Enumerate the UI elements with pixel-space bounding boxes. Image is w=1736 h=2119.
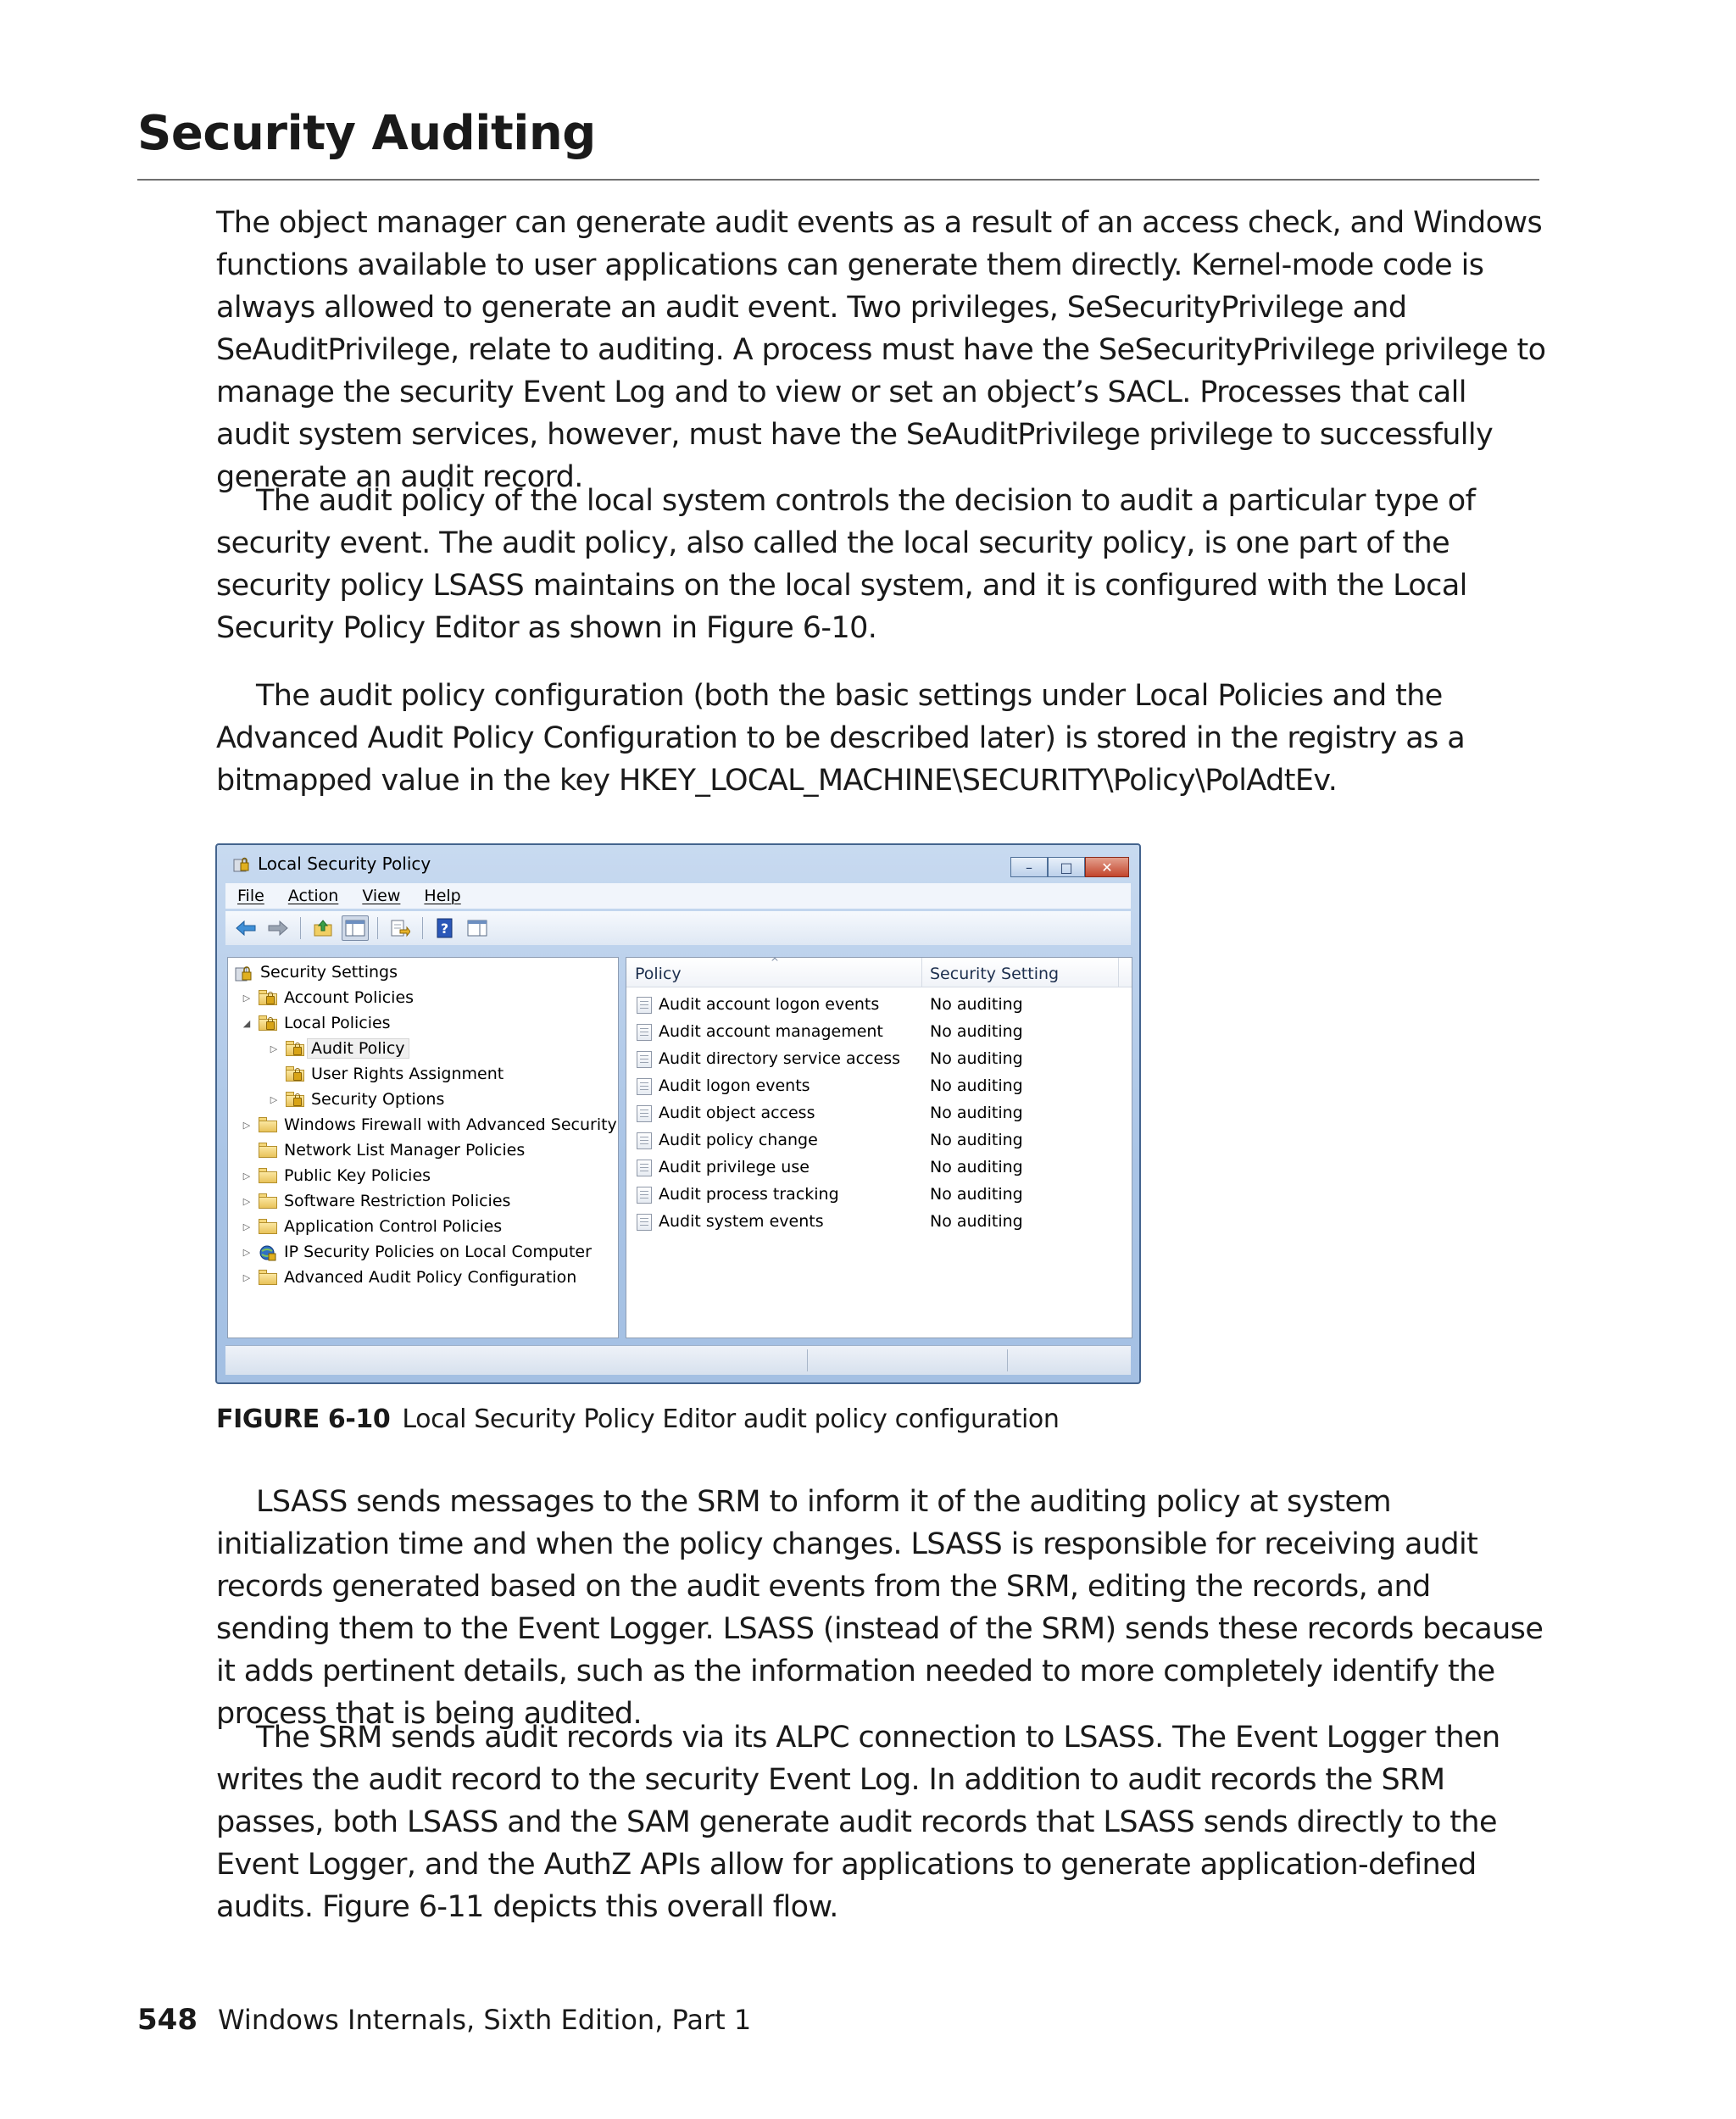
- tree-item-network-list-manager[interactable]: [259, 1137, 525, 1163]
- title-rule: [137, 179, 1539, 181]
- policy-name: Audit privilege use: [659, 1158, 810, 1176]
- help-icon: [436, 918, 454, 938]
- column-header-security-setting[interactable]: Security Setting: [930, 965, 1060, 983]
- policy-name: Audit policy change: [659, 1131, 818, 1149]
- policy-setting: No auditing: [930, 1104, 1023, 1122]
- export-list-icon: [390, 919, 410, 937]
- folder-up-icon: [313, 919, 333, 937]
- tree-item-label: Network List Manager Policies: [284, 1141, 526, 1160]
- svg-text:?: ?: [440, 920, 449, 937]
- column-header-policy[interactable]: Policy: [635, 965, 682, 983]
- locked-folder-icon: [286, 1066, 304, 1082]
- expand-arrow-icon[interactable]: ▷: [242, 1246, 251, 1258]
- expand-arrow-icon[interactable]: ▷: [242, 1170, 251, 1182]
- tree-item-application-control[interactable]: [240, 1214, 502, 1239]
- tree-item-user-rights-assignment[interactable]: [286, 1061, 504, 1087]
- column-divider[interactable]: [1118, 958, 1119, 987]
- tree-item-label: IP Security Policies on Local Computer: [284, 1243, 592, 1261]
- console-tree: [227, 957, 619, 1338]
- tree-item-account-policies[interactable]: [240, 985, 414, 1010]
- minimize-button[interactable]: [1010, 857, 1048, 877]
- help-button[interactable]: [431, 915, 459, 941]
- table-row[interactable]: [626, 1073, 1132, 1100]
- tree-item-label: Software Restriction Policies: [284, 1192, 511, 1210]
- policy-list: [626, 957, 1132, 1338]
- table-row[interactable]: [626, 1046, 1132, 1073]
- expand-arrow-icon[interactable]: ▷: [270, 1093, 278, 1105]
- policy-name: Audit object access: [659, 1104, 815, 1122]
- menu-bar: [225, 883, 1131, 909]
- close-icon: ✕: [1101, 859, 1113, 876]
- figure-label: FIGURE 6-10: [216, 1404, 391, 1434]
- ip-security-icon: [259, 1244, 277, 1260]
- folder-icon: [259, 1219, 277, 1234]
- tree-item-public-key-policies[interactable]: [240, 1163, 431, 1188]
- locked-folder-icon: [286, 1041, 304, 1056]
- maximize-icon: □: [1060, 859, 1073, 876]
- policy-name: Audit directory service access: [659, 1049, 901, 1068]
- policy-name: Audit system events: [659, 1212, 824, 1231]
- tree-item-software-restriction[interactable]: [240, 1188, 510, 1214]
- tree-item-label: Local Policies: [284, 1014, 391, 1032]
- paragraph-4: LSASS sends messages to the SRM to inform it of the auditing policy at system initialization time and when the policy changes. LSASS is responsible for receiving audit records generated based on the audit events from the SRM, editing the records, and sending them to the Event Logger. LSASS (instead of the SRM) sends these records because it adds pertinent details, such as the information needed to more completely identify the process that is being audited.: [216, 1485, 1544, 1731]
- policy-setting: No auditing: [930, 1076, 1023, 1095]
- policy-setting: No auditing: [930, 1049, 1023, 1068]
- policy-setting: No auditing: [930, 1185, 1023, 1204]
- folder-icon: [259, 1117, 277, 1132]
- window-title: Local Security Policy: [258, 854, 431, 874]
- table-row[interactable]: [626, 1209, 1132, 1236]
- policy-icon: [637, 1214, 652, 1231]
- tree-item-ip-security[interactable]: [240, 1239, 592, 1265]
- page-footer: [137, 2003, 751, 2037]
- collapse-arrow-icon[interactable]: ◢: [242, 1017, 251, 1029]
- policy-name: Audit process tracking: [659, 1185, 839, 1204]
- policy-icon: [637, 1051, 652, 1068]
- paragraph-3: The audit policy configuration (both the basic settings under Local Policies and the Advanced Audit Policy Configuration to be described later) is stored in the registry as a bitmapped value in the key HKEY_LOCAL_MACHINE\SECURITY\Policy\PolAdtEv.: [216, 679, 1466, 798]
- back-arrow-icon: [235, 920, 257, 937]
- maximize-button[interactable]: [1048, 857, 1085, 877]
- locked-folder-icon: [286, 1092, 304, 1107]
- toolbar: [225, 911, 1131, 945]
- tree-item-windows-firewall[interactable]: [240, 1112, 617, 1137]
- policy-icon: [637, 1078, 652, 1095]
- folder-icon: [259, 1270, 277, 1285]
- action-pane-icon: [467, 920, 487, 937]
- table-row[interactable]: [626, 1182, 1132, 1209]
- toolbar-separator: [422, 917, 423, 939]
- policy-icon: [637, 1132, 652, 1149]
- menu-action[interactable]: Action: [287, 887, 339, 905]
- show-hide-console-tree-button[interactable]: [342, 915, 369, 941]
- table-row[interactable]: [626, 1127, 1132, 1154]
- column-divider[interactable]: [921, 958, 922, 987]
- paragraph-1: The object manager can generate audit events as a result of an access check, and Windows functions available to user applications can generate them directly. Kernel-mode code is always allowed to generate an audit event. Two privileges, SeSecurityPrivilege and SeAuditPrivilege, relate to auditing. A process must have the SeSecurityPrivilege privilege to manage the security Event Log and to view or set an object’s SACL. Processes that call audit system services, however, must have the SeAuditPrivilege privilege to successfully generate an audit record.: [216, 206, 1546, 494]
- locked-folder-icon: [259, 1015, 277, 1031]
- table-row[interactable]: [626, 1100, 1132, 1127]
- policy-setting: No auditing: [930, 1131, 1023, 1149]
- figure-caption-text: Local Security Policy Editor audit policy configuration: [402, 1404, 1060, 1434]
- folder-icon: [259, 1193, 277, 1209]
- book-title: Windows Internals, Sixth Edition, Part 1: [217, 2004, 752, 2036]
- tree-item-local-policies[interactable]: [240, 1010, 391, 1036]
- menu-view[interactable]: View: [362, 887, 401, 905]
- policy-name: Audit account logon events: [659, 995, 880, 1014]
- tree-item-label: Windows Firewall with Advanced Security: [284, 1115, 617, 1134]
- policy-setting: No auditing: [930, 995, 1023, 1014]
- expand-arrow-icon[interactable]: ▷: [242, 992, 251, 1004]
- policy-icon: [637, 1024, 652, 1041]
- expand-arrow-icon[interactable]: ▷: [242, 1271, 251, 1283]
- forward-button[interactable]: [264, 915, 292, 941]
- forward-arrow-icon: [267, 920, 289, 937]
- policy-setting: No auditing: [930, 1158, 1023, 1176]
- toolbar-separator: [300, 917, 301, 939]
- menu-help[interactable]: Help: [424, 887, 461, 905]
- status-bar: [225, 1345, 1131, 1375]
- policy-name: Audit logon events: [659, 1076, 810, 1095]
- expand-arrow-icon[interactable]: ▷: [242, 1119, 251, 1131]
- show-action-pane-button[interactable]: [464, 915, 491, 941]
- local-security-policy-window: [215, 843, 1141, 1384]
- back-button[interactable]: [232, 915, 259, 941]
- up-one-level-button[interactable]: [309, 915, 337, 941]
- paragraph-2: The audit policy of the local system controls the decision to audit a particular type of security event. The audit policy, also called the local security policy, is one part of the security policy LSASS maintains on the local system, and it is configured with the Local Security Policy Editor as shown in Figure 6-10.: [216, 484, 1476, 645]
- policy-icon: [637, 997, 652, 1014]
- expand-arrow-icon[interactable]: ▷: [270, 1043, 278, 1054]
- menu-file[interactable]: File: [237, 887, 264, 905]
- table-row[interactable]: [626, 1019, 1132, 1046]
- figure-caption: [216, 1404, 1059, 1434]
- tree-item-security-settings[interactable]: [235, 959, 398, 985]
- policy-name: Audit account management: [659, 1022, 883, 1041]
- tree-item-label: Public Key Policies: [284, 1166, 431, 1185]
- tree-item-label: Audit Policy: [307, 1038, 409, 1059]
- tree-item-label: Application Control Policies: [284, 1217, 503, 1236]
- tree-item-label: User Rights Assignment: [311, 1065, 504, 1083]
- local-security-policy-icon: [232, 854, 251, 873]
- tree-item-audit-policy[interactable]: [267, 1036, 409, 1061]
- tree-item-security-options[interactable]: [267, 1087, 444, 1112]
- locked-folder-icon: [259, 990, 277, 1005]
- folder-icon: [259, 1168, 277, 1183]
- tree-item-label: Advanced Audit Policy Configuration: [284, 1268, 577, 1287]
- table-row[interactable]: [626, 992, 1132, 1019]
- policy-icon: [637, 1160, 652, 1176]
- policy-setting: No auditing: [930, 1022, 1023, 1041]
- export-list-button[interactable]: [387, 915, 414, 941]
- policy-icon: [637, 1187, 652, 1204]
- minimize-icon: –: [1026, 859, 1032, 876]
- status-bar-divider: [1007, 1349, 1008, 1371]
- status-bar-divider: [807, 1349, 808, 1371]
- window-titlebar[interactable]: [217, 845, 1139, 881]
- tree-item-label: Security Settings: [260, 963, 398, 982]
- sort-ascending-icon: ^: [771, 957, 780, 968]
- expand-arrow-icon[interactable]: ▷: [242, 1195, 251, 1207]
- tree-item-advanced-audit-policy[interactable]: [240, 1265, 576, 1290]
- tree-item-label: Security Options: [311, 1090, 445, 1109]
- list-header: [626, 958, 1132, 987]
- expand-arrow-icon[interactable]: ▷: [242, 1221, 251, 1232]
- security-settings-icon: [235, 965, 253, 980]
- tree-item-label: Account Policies: [284, 988, 415, 1007]
- policy-setting: No auditing: [930, 1212, 1023, 1231]
- page-title: Security Auditing: [137, 106, 596, 161]
- policy-icon: [637, 1105, 652, 1122]
- paragraph-5: The SRM sends audit records via its ALPC connection to LSASS. The Event Logger then writes the audit record to the security Event Log. In addition to audit records the SRM passes, both LSASS and the SAM generate audit records that LSASS sends directly to the Event Logger, and the AuthZ APIs allow for applications to generate application-defined audits. Figure 6-11 depicts this overall flow.: [216, 1721, 1500, 1924]
- folder-icon: [259, 1143, 277, 1158]
- toolbar-separator: [377, 917, 378, 939]
- close-button[interactable]: [1085, 857, 1129, 877]
- page-number: 548: [137, 2003, 198, 2037]
- table-row[interactable]: [626, 1154, 1132, 1182]
- console-tree-icon: [345, 920, 365, 937]
